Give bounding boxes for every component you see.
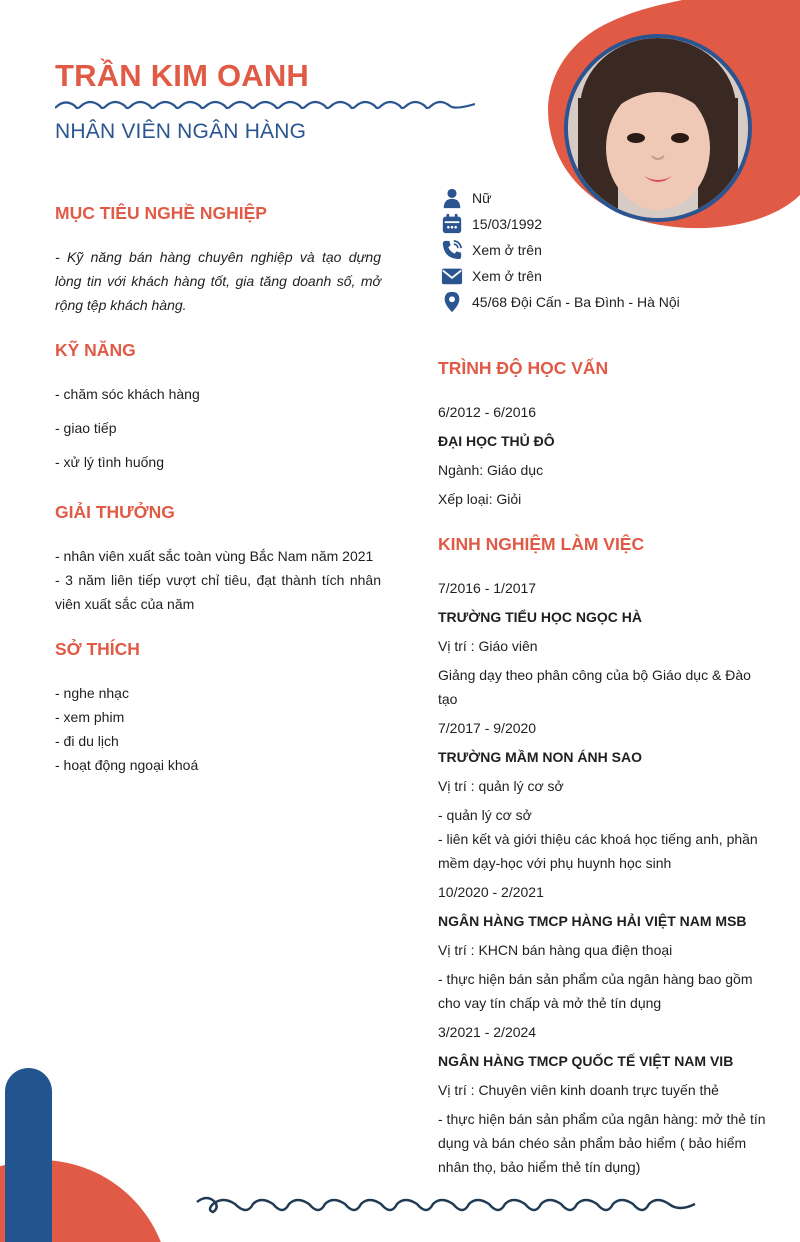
address-value: 45/68 Đội Cấn - Ba Đình - Hà Nội	[472, 294, 680, 310]
calendar-icon	[440, 212, 464, 236]
contact-address	[440, 290, 680, 314]
skill-item: - xử lý tình huống	[55, 454, 164, 470]
experience-heading: KINH NGHIỆM LÀM VIỆC	[438, 534, 645, 554]
job-period: 7/2017 - 9/2020	[438, 720, 537, 736]
job-position: Vị trí : quản lý cơ sở	[438, 778, 564, 794]
job-description	[438, 663, 768, 711]
profile-photo	[564, 34, 752, 222]
award-line: - 3 năm liên tiếp vượt chỉ tiêu, đạt thành tích nhân	[55, 572, 381, 588]
job-line: - quản lý cơ sở	[438, 807, 532, 823]
objective-heading: MỤC TIÊU NGHỀ NGHIỆP	[55, 203, 267, 223]
envelope-icon	[440, 264, 464, 288]
job-description	[438, 967, 768, 1015]
job-line: - thực hiện bán sản phẩm của ngân hàng: mở thẻ tín	[438, 1111, 766, 1127]
job-position: Vị trí : Giáo viên	[438, 638, 538, 654]
hobby-item: - đi du lịch	[55, 733, 119, 749]
location-pin-icon	[440, 290, 464, 314]
job-description	[438, 1107, 768, 1179]
person-icon	[440, 186, 464, 210]
gender-value: Nữ	[472, 190, 492, 206]
skills-heading: KỸ NĂNG	[55, 340, 136, 360]
hobby-item: - hoạt động ngoại khoá	[55, 757, 199, 773]
education-period: 6/2012 - 6/2016	[438, 404, 537, 420]
job-description	[438, 803, 768, 875]
job-line: nhân thọ, bảo hiểm thẻ tín dụng)	[438, 1159, 641, 1175]
job-position: Vị trí : Chuyên viên kinh doanh trực tuyến thẻ	[438, 1082, 719, 1098]
skill-item: - chăm sóc khách hàng	[55, 386, 200, 402]
skill-item: - giao tiếp	[55, 420, 117, 436]
job-organization: TRƯỜNG MẦM NON ÁNH SAO	[438, 749, 642, 765]
education-major: Ngành: Giáo dục	[438, 462, 544, 478]
phone-icon	[440, 238, 464, 262]
awards-text	[55, 544, 381, 616]
job-line: dụng và bán chéo sản phẩm bảo hiểm ( bảo hiểm	[438, 1135, 747, 1151]
hobby-item: - xem phim	[55, 709, 125, 725]
job-line: - thực hiện bán sản phẩm của ngân hàng bao gồm	[438, 971, 753, 987]
objective-line: lòng tin với khách hàng tốt, gia tăng doanh số, mở	[55, 273, 381, 289]
awards-heading: GIẢI THƯỞNG	[55, 502, 175, 522]
contact-dob	[440, 212, 542, 236]
education-school: ĐẠI HỌC THỦ ĐÔ	[438, 433, 555, 449]
job-position: Vị trí : KHCN bán hàng qua điện thoại	[438, 942, 673, 958]
hobbies-list	[55, 681, 198, 777]
education-grade: Xếp loại: Giỏi	[438, 491, 522, 507]
candidate-name: TRẦN KIM OANH	[55, 58, 310, 93]
education-heading: TRÌNH ĐỘ HỌC VẤN	[438, 358, 609, 378]
dob-value: 15/03/1992	[472, 216, 543, 232]
objective-line: - Kỹ năng bán hàng chuyên nghiệp và tạo dựng	[55, 249, 381, 265]
job-line: tạo	[438, 691, 458, 707]
job-line: Giảng dạy theo phân công của bộ Giáo dục & Đào	[438, 667, 751, 683]
job-period: 3/2021 - 2/2024	[438, 1024, 537, 1040]
decorative-squiggle-bottom	[195, 1192, 700, 1228]
contact-gender	[440, 186, 491, 210]
decorative-squiggle	[55, 96, 475, 116]
job-line: - liên kết và giới thiệu các khoá học tiếng anh, phần	[438, 831, 758, 847]
phone-value: Xem ở trên	[472, 242, 542, 258]
hobby-item: - nghe nhạc	[55, 685, 129, 701]
contact-email	[440, 264, 542, 288]
job-period: 7/2016 - 1/2017	[438, 580, 537, 596]
job-period: 10/2020 - 2/2021	[438, 884, 544, 900]
job-line: cho vay tín chấp và mở thẻ tín dụng	[438, 995, 662, 1011]
email-value: Xem ở trên	[472, 268, 542, 284]
award-line: - nhân viên xuất sắc toàn vùng Bắc Nam năm 2021	[55, 548, 374, 564]
objective-line: rộng tệp khách hàng.	[55, 297, 187, 313]
award-line: viên xuất sắc của năm	[55, 596, 195, 612]
contact-phone	[440, 238, 542, 262]
job-organization: NGÂN HÀNG TMCP HÀNG HẢI VIỆT NAM MSB	[438, 913, 747, 929]
job-organization: TRƯỜNG TIỂU HỌC NGỌC HÀ	[438, 609, 642, 625]
hobbies-heading: SỞ THÍCH	[55, 639, 140, 659]
objective-text	[55, 245, 381, 317]
decorative-bar	[5, 1068, 52, 1242]
job-organization: NGÂN HÀNG TMCP QUỐC TẾ VIỆT NAM VIB	[438, 1053, 734, 1069]
job-title: NHÂN VIÊN NGÂN HÀNG	[55, 120, 307, 143]
job-line: mềm dạy-học với phụ huynh học sinh	[438, 855, 672, 871]
